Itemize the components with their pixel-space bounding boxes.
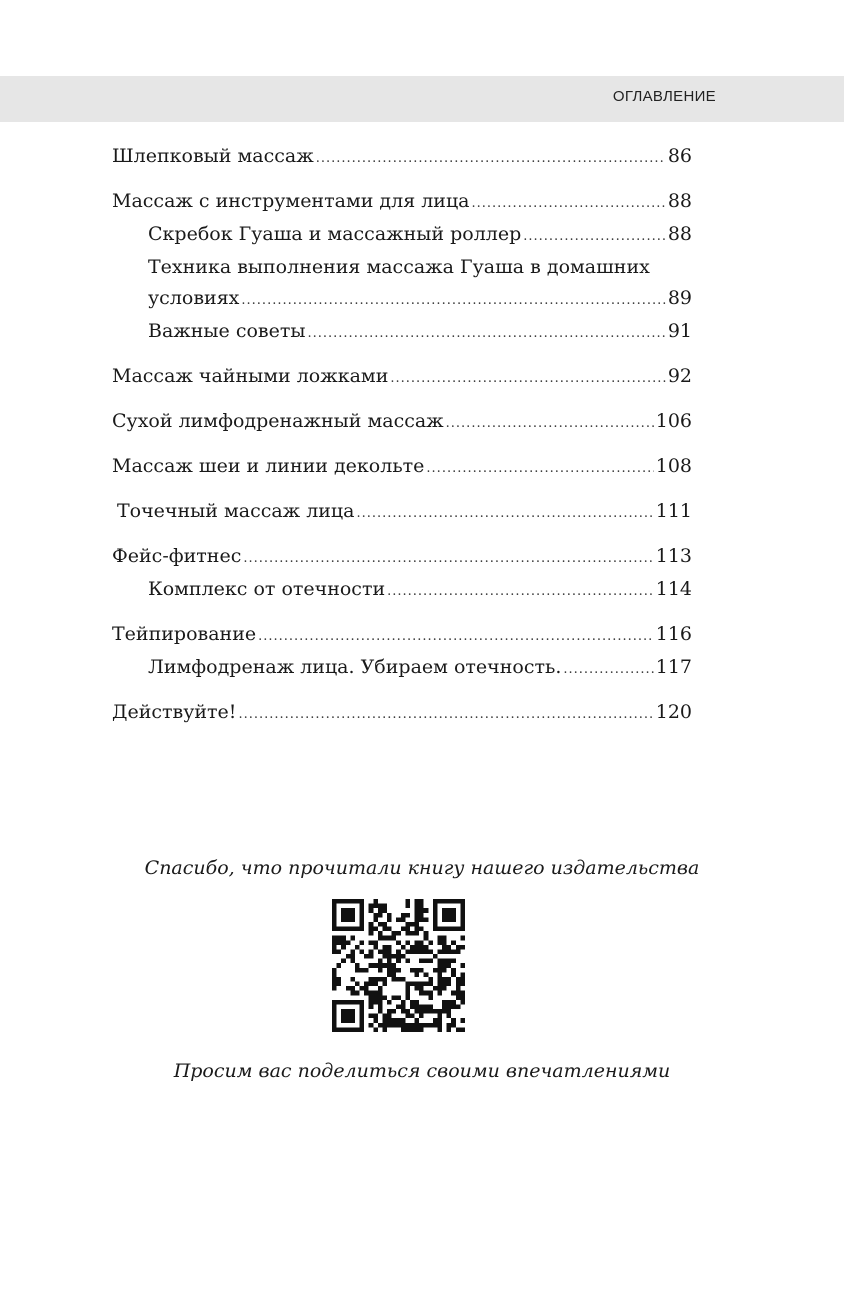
thanks-message: Спасибо, что прочитали книгу нашего издательства bbox=[144, 857, 700, 879]
toc-entry-page: 92 bbox=[667, 365, 692, 387]
toc-subentry[interactable] bbox=[112, 219, 692, 252]
toc-entry-label: Шлепковый массаж bbox=[112, 145, 314, 167]
qr-code-icon[interactable] bbox=[332, 899, 465, 1032]
toc-entry-label: Комплекс от отечности bbox=[148, 578, 386, 600]
toc-leader-dots bbox=[390, 363, 665, 394]
toc-leader-dots bbox=[523, 221, 666, 252]
toc-leader-dots bbox=[243, 543, 653, 574]
toc-subentry[interactable] bbox=[112, 316, 692, 349]
toc-entry-page: 108 bbox=[655, 455, 692, 477]
toc-entry-label: условиях bbox=[148, 287, 240, 309]
feedback-request: Просим вас поделиться своими впечатлениями bbox=[173, 1060, 671, 1082]
toc-entry-label: Тейпирование bbox=[112, 623, 257, 645]
toc-leader-dots bbox=[387, 576, 654, 607]
toc-entry[interactable] bbox=[112, 406, 692, 439]
toc-leader-dots bbox=[563, 654, 653, 685]
running-header bbox=[0, 76, 844, 122]
toc-entry-label-line1: Техника выполнения массажа Гуаша в домашних bbox=[148, 256, 650, 278]
toc-entry-page: 114 bbox=[655, 578, 692, 600]
toc-entry-page: 86 bbox=[667, 145, 692, 167]
toc-entry[interactable] bbox=[112, 361, 692, 394]
toc-entry-label: Сухой лимфодренажный массаж bbox=[112, 410, 444, 432]
toc-entry-page: 91 bbox=[667, 320, 692, 342]
toc-entry[interactable] bbox=[112, 619, 692, 652]
toc-entry-page: 111 bbox=[655, 500, 692, 522]
toc-subentry[interactable] bbox=[112, 574, 692, 607]
toc-leader-dots bbox=[356, 498, 653, 529]
toc-entry-page: 120 bbox=[655, 701, 692, 723]
toc-entry-label: Лимфодренаж лица. Убираем отечность. bbox=[148, 656, 562, 678]
toc-entry[interactable] bbox=[112, 541, 692, 574]
toc-entry-page: 89 bbox=[667, 287, 692, 309]
toc-leader-dots bbox=[258, 621, 654, 652]
toc-entry-page: 88 bbox=[667, 223, 692, 245]
toc-entry-label: Точечный массаж лица bbox=[117, 500, 355, 522]
toc-entry-label: Скребок Гуаша и массажный роллер bbox=[148, 223, 522, 245]
table-of-contents bbox=[112, 141, 692, 730]
toc-subentry-multiline[interactable] bbox=[112, 252, 692, 316]
toc-entry-label: Фейс-фитнес bbox=[112, 545, 242, 567]
toc-entry-label: Важные советы bbox=[148, 320, 306, 342]
toc-leader-dots bbox=[316, 143, 666, 174]
toc-leader-dots bbox=[426, 453, 653, 484]
toc-entry-page: 106 bbox=[655, 410, 692, 432]
toc-entry[interactable] bbox=[112, 697, 692, 730]
toc-leader-dots bbox=[446, 408, 654, 439]
toc-leader-dots bbox=[308, 318, 666, 349]
toc-entry[interactable] bbox=[112, 186, 692, 219]
toc-leader-dots bbox=[238, 699, 653, 730]
toc-entry-label: Массаж шеи и линии декольте bbox=[112, 455, 425, 477]
toc-leader-dots bbox=[472, 188, 666, 219]
running-header-title: ОГЛАВЛЕНИЕ bbox=[612, 88, 716, 105]
toc-subentry[interactable] bbox=[112, 652, 692, 685]
toc-entry-page: 116 bbox=[655, 623, 692, 645]
toc-entry-label: Массаж с инструментами для лица bbox=[112, 190, 470, 212]
toc-entry[interactable] bbox=[112, 141, 692, 174]
toc-entry-label: Массаж чайными ложками bbox=[112, 365, 389, 387]
toc-entry-page: 113 bbox=[655, 545, 692, 567]
toc-entry-label: Действуйте! bbox=[112, 701, 237, 723]
toc-leader-dots bbox=[241, 285, 665, 316]
toc-entry-page: 117 bbox=[655, 656, 692, 678]
toc-entry-page: 88 bbox=[667, 190, 692, 212]
toc-entry[interactable] bbox=[112, 451, 692, 484]
toc-entry[interactable] bbox=[112, 496, 692, 529]
